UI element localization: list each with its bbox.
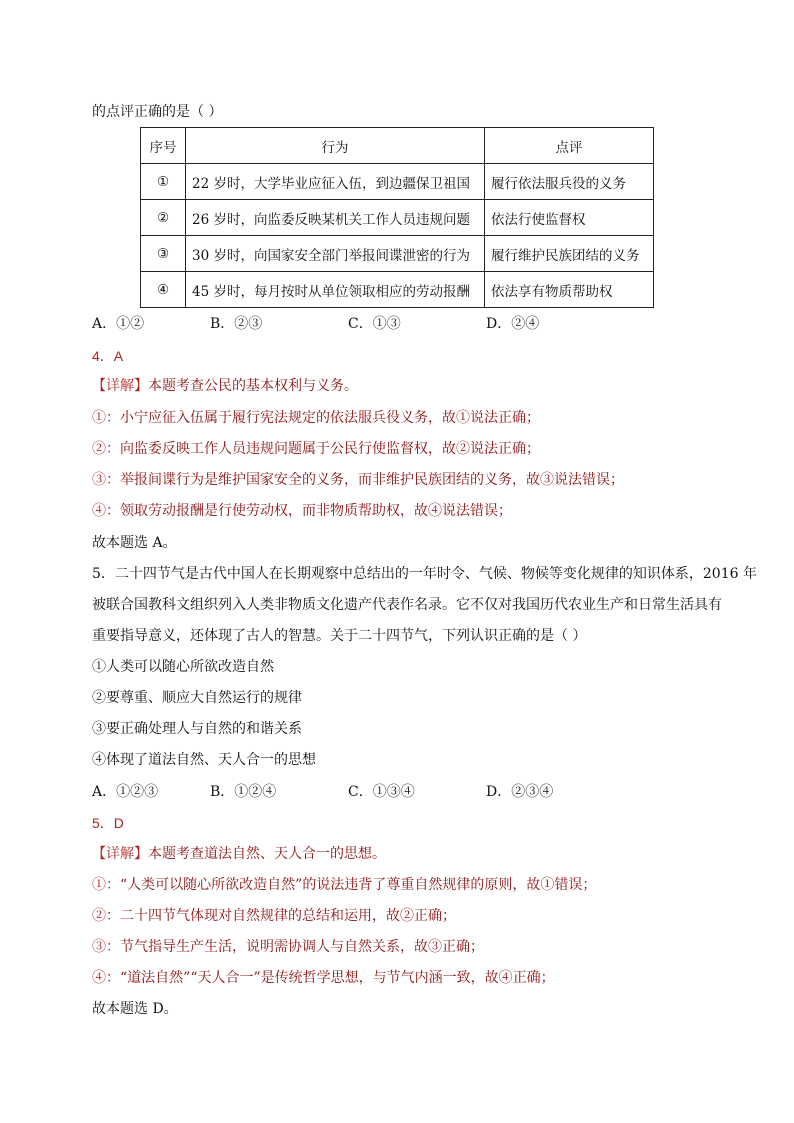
q4-explanation-4 <box>92 501 512 521</box>
q4-options <box>92 314 539 334</box>
q5-statement-3: ③要正确处理人与自然的和谐关系 <box>92 721 302 737</box>
q5-detail <box>92 844 386 864</box>
option-c: C．①③ <box>348 316 401 332</box>
header-action: 行为 <box>186 128 485 164</box>
row-no: ④ <box>141 272 186 308</box>
table-header-row <box>141 128 654 164</box>
row-action: 30 岁时，向国家安全部门举报间谍泄密的行为 <box>186 236 485 272</box>
option-d: D．②③④ <box>486 784 554 800</box>
explanation-mark: ①： <box>92 877 120 893</box>
q4-explanation-2 <box>92 439 540 459</box>
table-row <box>141 164 654 200</box>
explanation-mark: ④： <box>92 970 120 986</box>
q4-explanation-3 <box>92 470 624 490</box>
option-c: C．①③④ <box>348 784 415 800</box>
explanation-text: 向监委反映工作人员违规问题属于公民行使监督权，故②说法正确； <box>120 441 540 457</box>
header-no: 序号 <box>141 128 186 164</box>
row-action: 26 岁时，向监委反映某机关工作人员违规问题 <box>186 200 485 236</box>
q4-table <box>140 127 654 308</box>
row-comment: 履行依法服兵役的义务 <box>485 164 654 200</box>
explanation-text: 领取劳动报酬是行使劳动权，而非物质帮助权，故④说法错误； <box>120 503 512 519</box>
table-row <box>141 272 654 308</box>
q5-conclusion: 故本题选 D。 <box>92 1001 178 1017</box>
detail-intro: 本题考查道法自然、天人合一的思想。 <box>148 846 386 862</box>
explanation-mark: ②： <box>92 908 120 924</box>
row-no: ① <box>141 164 186 200</box>
q4-conclusion: 故本题选 A。 <box>92 535 177 551</box>
option-d: D．②④ <box>486 316 540 332</box>
q5-stem-line-1: 5．二十四节气是古代中国人在长期观察中总结出的一年时令、气候、物候等变化规律的知识体系，2016 年 <box>92 566 757 582</box>
q5-answer: 5．D <box>92 815 124 831</box>
row-no: ③ <box>141 236 186 272</box>
explanation-mark: ①： <box>92 410 120 426</box>
row-comment: 依法行使监督权 <box>485 200 654 236</box>
explanation-text: 二十四节气体现对自然规律的总结和运用，故②正确； <box>120 908 456 924</box>
explanation-text: 节气指导生产生活，说明需协调人与自然关系，故③正确； <box>120 939 484 955</box>
explanation-mark: ③： <box>92 939 120 955</box>
explanation-mark: ③： <box>92 472 120 488</box>
explanation-mark: ④： <box>92 503 120 519</box>
q5-statement-1: ①人类可以随心所欲改造自然 <box>92 659 274 675</box>
detail-intro: 本题考查公民的基本权利与义务。 <box>148 378 358 394</box>
q5-explanation-3 <box>92 937 484 957</box>
table-row <box>141 236 654 272</box>
explanation-text: “人类可以随心所欲改造自然”的说法违背了尊重自然规律的原则，故①错误； <box>120 877 597 893</box>
q4-detail <box>92 376 358 396</box>
explanation-text: “道法自然”“天人合一”是传统哲学思想，与节气内涵一致，故④正确； <box>120 970 555 986</box>
explanation-text: 举报间谍行为是维护国家安全的义务，而非维护民族团结的义务，故③说法错误； <box>120 472 624 488</box>
q4-explanation-1 <box>92 408 540 428</box>
q5-statement-2: ②要尊重、顺应大自然运行的规律 <box>92 690 302 706</box>
q5-explanation-1 <box>92 875 596 895</box>
row-action: 22 岁时，大学毕业应征入伍，到边疆保卫祖国 <box>186 164 485 200</box>
option-a: A．①②③ <box>92 784 159 800</box>
option-b: B．②③ <box>210 316 263 332</box>
header-comment: 点评 <box>485 128 654 164</box>
detail-tag: 【详解】 <box>92 846 148 862</box>
q5-statement-4: ④体现了道法自然、天人合一的思想 <box>92 752 316 768</box>
q5-explanation-2 <box>92 906 456 926</box>
q5-stem-line-3: 重要指导意义，还体现了古人的智慧。关于二十四节气，下列认识正确的是（ ） <box>92 628 587 644</box>
option-b: B．①②④ <box>210 784 277 800</box>
explanation-mark: ②： <box>92 441 120 457</box>
table-row <box>141 200 654 236</box>
option-a: A．①② <box>92 316 145 332</box>
q5-options <box>92 782 553 802</box>
row-comment: 依法享有物质帮助权 <box>485 272 654 308</box>
q5-explanation-4 <box>92 968 555 988</box>
q4-answer: 4．A <box>92 348 124 364</box>
row-no: ② <box>141 200 186 236</box>
explanation-text: 小宁应征入伍属于履行宪法规定的依法服兵役义务，故①说法正确； <box>120 410 540 426</box>
detail-tag: 【详解】 <box>92 378 148 394</box>
row-action: 45 岁时，每月按时从单位领取相应的劳动报酬 <box>186 272 485 308</box>
q5-stem-line-2: 被联合国教科文组织列入人类非物质文化遗产代表作名录。它不仅对我国历代农业生产和日常生活具有 <box>92 597 722 613</box>
row-comment: 履行维护民族团结的义务 <box>485 236 654 272</box>
q4-stem-tail: 的点评正确的是（ ） <box>92 104 223 120</box>
